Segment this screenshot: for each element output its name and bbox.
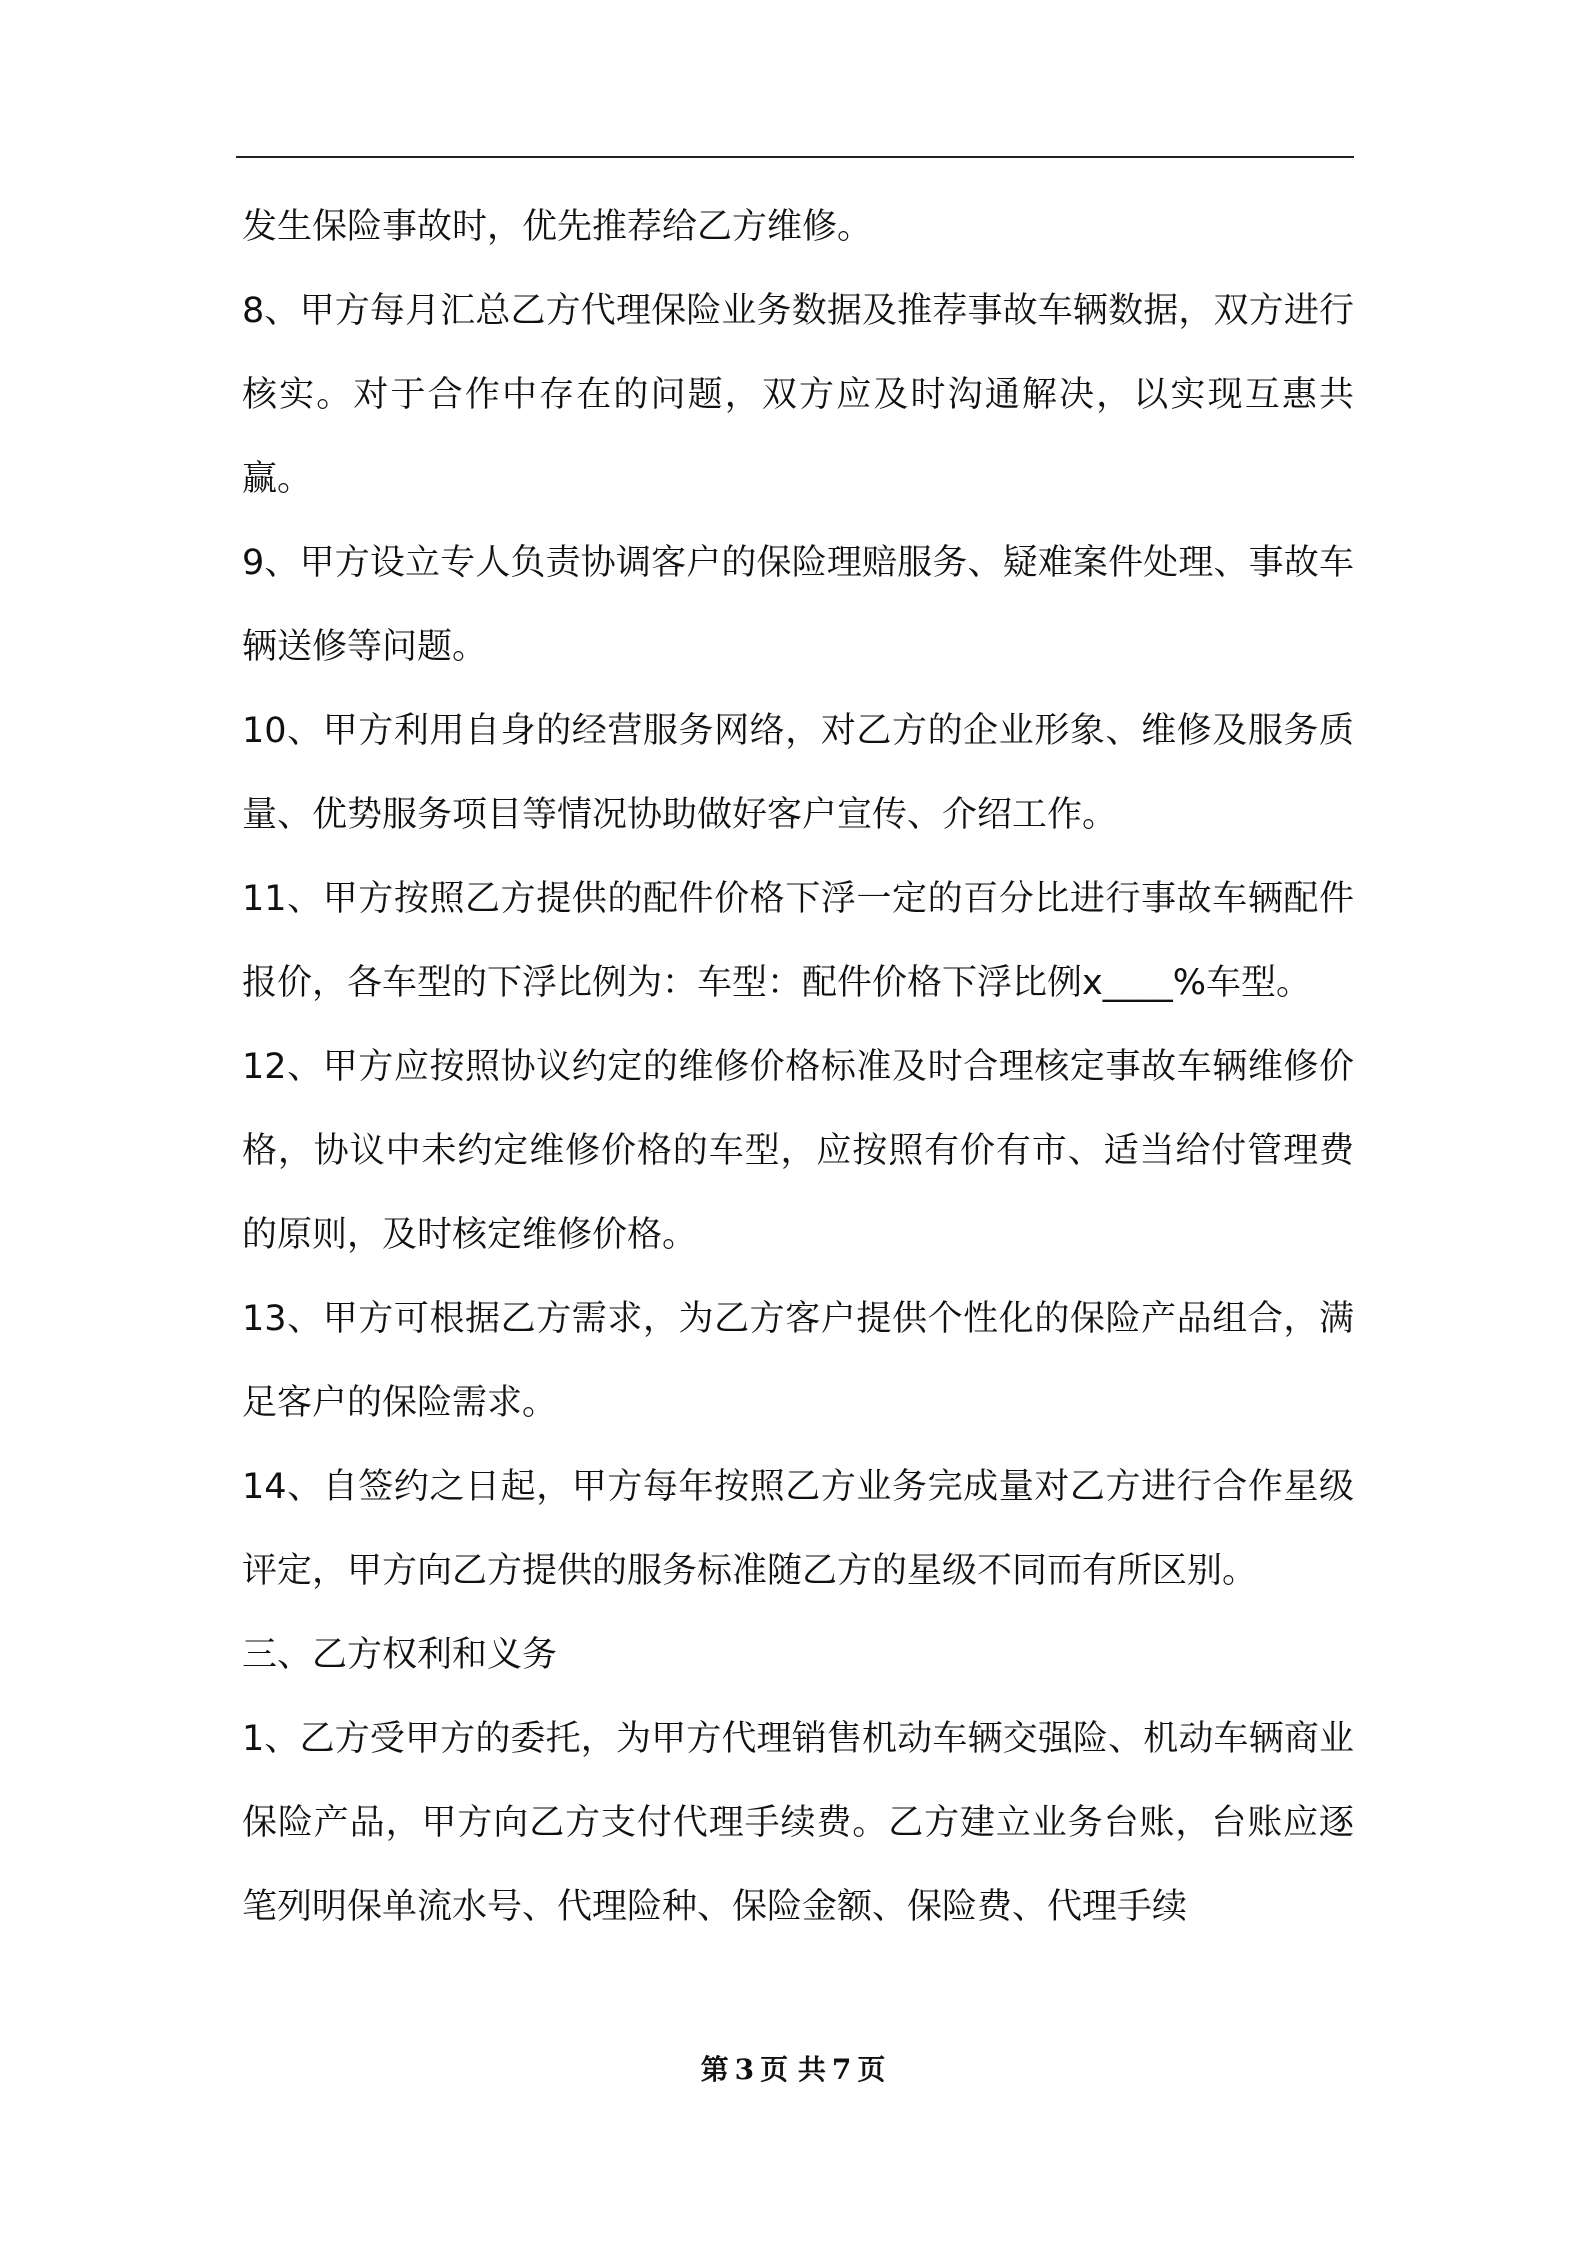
paragraph: 14、自签约之日起，甲方每年按照乙方业务完成量对乙方进行合作星级评定，甲方向乙方提供的服务标准随乙方的星级不同而有所区别。 — [242, 1467, 1354, 1591]
header-rule — [236, 156, 1354, 158]
paragraph: 10、甲方利用自身的经营服务网络，对乙方的企业形象、维修及服务质量、优势服务项目等情况协助做好客户宣传、介绍工作。 — [242, 711, 1354, 835]
page-number-footer — [0, 2048, 1586, 2088]
page-label-suffix: 页 — [857, 2053, 886, 2086]
paragraph: 13、甲方可根据乙方需求，为乙方客户提供个性化的保险产品组合，满足客户的保险需求。 — [242, 1299, 1354, 1423]
paragraph: 1、乙方受甲方的委托，为甲方代理销售机动车辆交强险、机动车辆商业保险产品，甲方向乙方支付代理手续费。乙方建立业务台账，台账应逐笔列明保单流水号、代理险种、保险金额、保险费、代理手续 — [242, 1719, 1354, 1927]
paragraph: 8、甲方每月汇总乙方代理保险业务数据及推荐事故车辆数据，双方进行核实。对于合作中存在的问题，双方应及时沟通解决，以实现互惠共赢。 — [242, 291, 1354, 499]
paragraph: 发生保险事故时，优先推荐给乙方维修。 — [242, 207, 873, 247]
page-label-mid: 页 共 — [760, 2053, 826, 2086]
current-page-number: 3 — [734, 2053, 755, 2086]
document-body — [242, 185, 1354, 1949]
page-label-prefix: 第 — [700, 2053, 729, 2086]
section-heading: 三、乙方权利和义务 — [242, 1635, 558, 1675]
paragraph: 11、甲方按照乙方提供的配件价格下浮一定的百分比进行事故车辆配件报价，各车型的下浮比例为：车型：配件价格下浮比例x____%车型。 — [242, 879, 1354, 1003]
paragraph: 9、甲方设立专人负责协调客户的保险理赔服务、疑难案件处理、事故车辆送修等问题。 — [242, 543, 1354, 667]
total-pages-number: 7 — [831, 2053, 852, 2086]
paragraph: 12、甲方应按照协议约定的维修价格标准及时合理核定事故车辆维修价格，协议中未约定维修价格的车型，应按照有价有市、适当给付管理费的原则，及时核定维修价格。 — [242, 1047, 1354, 1255]
